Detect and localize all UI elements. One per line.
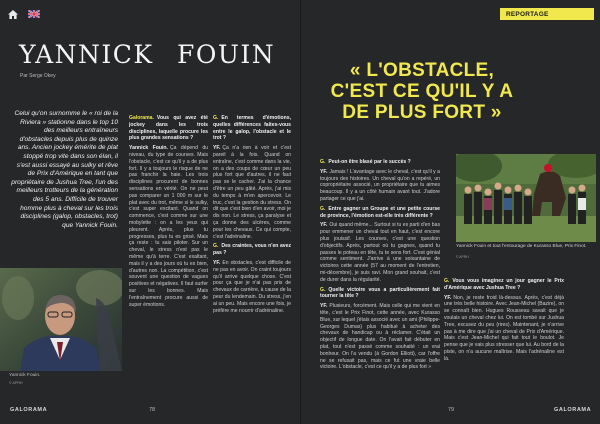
interview-answer	[444, 295, 564, 363]
home-icon	[8, 10, 18, 19]
page-number-left: 78	[149, 407, 156, 413]
intro-paragraph: Celui qu'on surnomme le « roi de la Riviera » stationne dans le top 10 des meilleurs entraîneurs d'obstacles depuis plus de quinze ans. Ancien jockey émérite de plat stoppé trop vite dans son élan, il s'est aussi essayé au sulky et rêve de Prix d'Amérique en tant que propriétaire de Jushua Tree, l'un des meilleurs trotteurs de la génération des 5 ans. Difficile de trouver homme plus à cheval sur les trois disciplines (galop, obstacles, trot) que Yannick Fouin.	[11, 110, 118, 229]
paragraph-text: Vous vous imaginez un jour gagner le Prix d'Amérique avec Jushua Tree ?	[444, 278, 564, 291]
paragraph-text: Oui quand même... Surtout si tu es parti d'en bas pour emmener un cheval tout en haut, c'est encore plus jouissif. Les courses, c'est une question d'objectifs. Après, partout où tu gagnes, quand tu passes le poteau en tête, tu te sens fort. C'est génial comme sentiment. J'arrive à une soixantaine de victoires cette année (57 au moment de l'entretien, mi-décembre), je suis ravi. Mon grand souhait, c'est de durer dans la régularité.	[320, 222, 440, 283]
paragraph-text: Ça dépend du niveau, du type de courses. Mais l'obstacle, c'est ce qu'il y a de plus fort. Il y a toujours le risque de ne pas franchir la haie. Les trois disciplines procurent de bonnes sensations en vérité. On ne peut pas comparer un 1 000 m sur le plat avec du trot, même si le sulky, c'est super excitant. Quand on commence, c'est comme sur une mobylette : on a les yeux qui pleurent. Après, plus tu progresses, plus tu es grisé. Mais ça reste : tu sais piloter. Sur un cheval, le stress n'est pas le même qu'à terre. C'est exaltant, mais il y a des jours où tu es bien, d'autres non. La compétition, c'est souvent une question de vagues positives et négatives. Il faut surfer sur les bonnes. Mais l'entraînement procure aussi de super émotions.	[129, 145, 208, 308]
interview-answer	[320, 303, 440, 371]
speaker-label: G.	[213, 243, 219, 250]
pull-quote: « L'OBSTACLE, C'EST CE QU'IL Y A DE PLUS FORT »	[330, 60, 514, 123]
paragraph-text: En obstacles, c'est difficile de ne pas en avoir. On craint toujours qu'il arrive quelque chose. C'est pour ça que je n'ai pas pris de chevaux de carrière, à cause de la peur du lendemain. Du stress, j'en ai un peu. Mais encore une fois, je préfère me nourrir d'adrénaline.	[213, 259, 291, 314]
speaker-label: YF.	[320, 222, 328, 229]
paragraph-text: Quelle victoire vous a particulièrement fait tourner la tête ?	[320, 286, 440, 300]
paragraph-text: Plusieurs, forcément. Mais celle qui me vient en tête, c'est le Prix Finot, cette année, avec Kurasso Blue, sur lequel j'étais associé avec un ami (Philippe-Georges Dumas) plus habitué à acheter des chevaux de handicap ou à réclamer. C'était un objectif de longue date. On l'avait fait débuter en plat, tout n'est passé comme souhaité : un vrai bonheur. On l'a vendu (à Gordon Elliott), car l'offre ne se refusait pas, mais ce fut une vraie belle victoire. L'obstacle, c'est ce qu'il y a de plus fort »	[320, 303, 440, 371]
speaker-label: G.	[444, 278, 450, 284]
article-column-d	[444, 275, 564, 366]
paragraph-text: Non, je reste froid là-dessus. Après, c'est déjà une très belle histoire. Avec Jean-Michel (Bazire), on se connaît bien. Hugues Rousseau savait que je voulais un cheval chez lui. On est tombé sur Jushua Tree, excusez du peu (rires). Maintenant, je n'arrive pas à me dire que j'ai un cheval de Prix d'Amérique. Mais c'est Jean-Michel qui fait tout le boulot. Je pense que je vais plus stresser que lui. Au bord de la piste, on n'a aucune maîtrise. Mais l'adrénaline est là.	[444, 294, 564, 362]
home-button[interactable]	[6, 9, 20, 19]
photo1-caption: Yannick Fouin. © APRH	[9, 373, 41, 385]
photo1-credit: © APRH	[9, 380, 23, 385]
speaker-label: G.	[213, 115, 219, 121]
paragraph-text: Vous qui avez été jockey dans les trois disciplines, laquelle procure les plus grandes sensations ?	[129, 115, 208, 142]
uk-flag-icon[interactable]	[28, 10, 40, 18]
page-number-right: 79	[448, 407, 455, 413]
speaker-label: YF.	[444, 294, 452, 301]
interview-answer	[213, 145, 291, 240]
interview-question	[213, 115, 291, 142]
paragraph-text: Jamais ! L'avantage avec le cheval, c'est qu'il y a toujours des histoires. Un cheval qu'on a repéré, un copropriétaire associé, un propriétaire que tu aimes beaucoup. Il y a un côté humain avant tout. J'adore partager ce que j'ai.	[320, 168, 440, 202]
speaker-label: YF.	[213, 145, 221, 152]
photo2-credit: © APRH	[456, 255, 469, 259]
interview-question	[320, 287, 440, 301]
speaker-label: YF.	[213, 259, 221, 266]
speaker-label: Yannick Fouin.	[129, 145, 168, 152]
article-column-b	[213, 112, 291, 317]
speaker-label: YF.	[320, 303, 328, 310]
speaker-label: Galorama.	[129, 115, 154, 121]
interview-question	[320, 206, 440, 220]
speaker-label: G.	[320, 159, 326, 165]
paragraph-text: Peut-on être blasé par le succès ?	[328, 159, 411, 165]
section-tag: REPORTAGE	[500, 8, 594, 20]
interview-question	[129, 115, 208, 142]
speaker-label: G.	[320, 205, 326, 212]
interview-question	[213, 243, 291, 257]
article-column-c	[320, 156, 440, 374]
magazine-logo-right: GALORAMA	[554, 407, 592, 413]
paragraph-text: Entre gagner un Groupe et une petite course de province, l'émotion est-elle très différente ?	[320, 205, 440, 219]
group-photo	[456, 154, 596, 242]
speaker-label: YF.	[320, 168, 328, 175]
paragraph-text: Ça n'a rien à voir et c'est pareil à la fois. Quand on entraîne, c'est comme dans la vie, on a des coups de cœur un peu plus fort que d'autres, il ne faut pas se le cacher. J'ai la chance d'être un peu gâté. Après, j'ai mis du temps à m'en apercevoir. Le truc, c'est la gestion du stress. On dit que c'est bien d'en avoir, moi je dis non. Le stress, ça paralyse et ça donne des ulcères, comme pour les chevaux. Ce qui compte, c'est l'adrénaline.	[213, 145, 291, 240]
interview-answer	[213, 260, 291, 314]
speaker-label: G.	[320, 286, 326, 293]
interview-answer	[320, 169, 440, 203]
interview-answer	[320, 222, 440, 283]
portrait-photo	[0, 268, 122, 371]
interview-question	[320, 159, 440, 166]
article-column-a	[129, 112, 208, 311]
paragraph-text: Des craintes, vous n'en avez pas ?	[213, 243, 291, 257]
article-title: YANNICK FOUIN	[19, 40, 276, 69]
interview-question	[444, 278, 564, 292]
interview-answer	[129, 145, 208, 308]
byline: Par Serge Okey	[20, 73, 56, 79]
paragraph-text: En termes d'émotions, quelles différences faites-vous entre le galop, l'obstacle et le trot ?	[213, 115, 291, 142]
photo2-caption: Yannick Fouin et tout l'entourage de Kurasso Blue, Prix Finot.	[456, 244, 587, 249]
magazine-logo-left: GALORAMA	[10, 407, 48, 413]
